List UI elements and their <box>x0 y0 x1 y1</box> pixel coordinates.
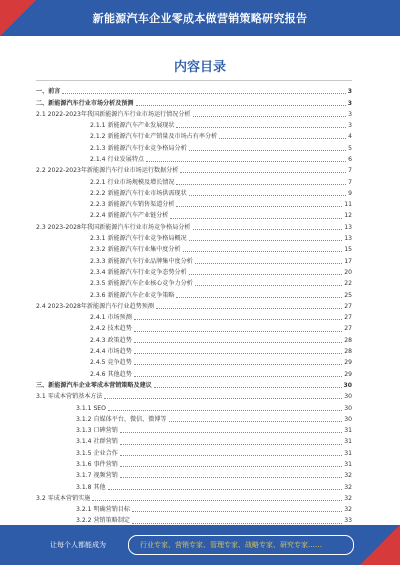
toc-entry-label: 3.1.3 口碑营销 <box>76 427 118 435</box>
toc-entry-page: 25 <box>344 291 352 299</box>
toc-entry-label: 2.1.2 新能源汽车行业产销量及市场占有率分析 <box>90 133 218 141</box>
toc-entry-label: 2.4.4 市场趋势 <box>90 348 132 356</box>
toc-entry[interactable] <box>36 163 352 174</box>
toc-leader-dots <box>154 386 342 388</box>
toc-entry-label: 2.2.1 行业市场规模及增长情况 <box>90 178 175 186</box>
toc-entry[interactable] <box>36 140 352 151</box>
toc-entry[interactable] <box>36 310 352 321</box>
toc-entry-page: 4 <box>348 133 352 141</box>
toc-entry-page: 30 <box>344 404 352 412</box>
toc-leader-dots <box>176 205 342 207</box>
toc-entry[interactable] <box>36 287 352 298</box>
toc-entry-page: 20 <box>344 268 352 276</box>
toc-leader-dots <box>134 318 342 320</box>
page-header <box>0 0 400 36</box>
toc-leader-dots <box>92 499 342 501</box>
toc-entry-page: 17 <box>344 257 352 265</box>
toc-entry-page: 31 <box>344 427 352 435</box>
toc-entry-label: 2.3 2023-2028年我国新能源汽车行业市场竞争格局分析 <box>36 223 191 231</box>
toc-entry-label: 3.1.5 企业合作 <box>76 449 118 457</box>
toc-entry[interactable] <box>36 84 352 95</box>
toc-entry[interactable] <box>36 129 352 140</box>
toc-entry[interactable] <box>36 355 352 366</box>
toc-entry-label: 3.2.1 明确营销目标 <box>76 506 131 514</box>
toc-entry-page: 6 <box>348 155 352 163</box>
toc-entry-page: 28 <box>344 336 352 344</box>
toc-entry[interactable] <box>36 400 352 411</box>
toc-entry-page: 31 <box>344 449 352 457</box>
toc-entry[interactable] <box>36 333 352 344</box>
toc-entry-page: 13 <box>344 235 352 243</box>
toc-entry-page: 28 <box>344 348 352 356</box>
toc-leader-dots <box>104 397 342 399</box>
toc-entry[interactable] <box>36 231 352 242</box>
toc-entry[interactable] <box>36 378 352 389</box>
toc-entry-page: 31 <box>344 461 352 468</box>
toc-entry-page: 7 <box>348 178 352 186</box>
toc-entry-page: 27 <box>344 302 352 310</box>
toc-entry[interactable] <box>36 457 352 468</box>
toc-leader-dots <box>134 341 342 343</box>
toc-entry[interactable] <box>36 242 352 253</box>
toc-entry-label: 3.1.7 视频营销 <box>76 472 118 480</box>
toc-leader-dots <box>189 194 346 196</box>
toc-entry-label: 2.1.3 新能源汽车行业竞争格局分析 <box>90 144 187 152</box>
toc-leader-dots <box>132 522 342 524</box>
toc-entry-label: 2.1.1 新能源汽车产业发展现状 <box>90 122 175 130</box>
toc-entry-page: 11 <box>344 201 352 209</box>
toc-entry[interactable] <box>36 208 352 219</box>
toc-entry-label: 3.1 零成本营销基本方法 <box>36 393 103 401</box>
toc-entry-page: 27 <box>344 325 352 333</box>
toc-title: 内容目录 <box>173 60 226 75</box>
toc-entry-page: 32 <box>344 506 352 514</box>
toc-entry-label: 2.2.2 新能源汽车行业市场供需现状 <box>90 189 187 197</box>
toc-entry-label: 3.2 零成本营销实施 <box>36 494 91 502</box>
toc-entry-label: 2.3.5 新能源汽车企业核心竞争力分析 <box>90 280 193 288</box>
toc-entry-label: 2.3.1 新能源汽车行业竞争格局概况 <box>90 235 187 243</box>
toc-leader-dots <box>195 262 342 264</box>
toc-entry[interactable] <box>36 513 352 524</box>
toc-entry-page: 32 <box>344 483 352 491</box>
toc-entry[interactable] <box>36 366 352 377</box>
toc-entry-label: 2.4.5 竞争趋势 <box>90 359 132 367</box>
toc-leader-dots <box>120 454 342 456</box>
toc-leader-dots <box>108 409 342 411</box>
footer-slogan-right: 行业专家、营销专家、管理专家、战略专家、研究专家…… <box>140 541 322 549</box>
toc-leader-dots <box>219 137 346 139</box>
toc-entry-page: 3 <box>348 110 352 118</box>
toc-entry[interactable] <box>36 446 352 457</box>
toc-entry-label: 3.1.4 社群营销 <box>76 438 118 446</box>
toc-leader-dots <box>189 149 346 151</box>
toc-leader-dots <box>189 239 343 241</box>
toc-entry-label: 三、新能源汽车企业零成本营销策略及建议 <box>36 381 152 389</box>
toc-leader-dots <box>120 431 342 433</box>
toc-entry-page: 13 <box>344 223 352 231</box>
toc-entry-label: 3.2.2 营销策略制定 <box>76 517 131 525</box>
toc-entry[interactable] <box>36 186 352 197</box>
toc-leader-dots <box>169 420 343 422</box>
toc-entry[interactable] <box>36 491 352 502</box>
toc-entry[interactable] <box>36 468 352 479</box>
toc-leader-dots <box>193 115 347 117</box>
toc-divider <box>36 80 352 81</box>
toc-leader-dots <box>108 488 343 490</box>
toc-entry[interactable] <box>36 174 352 185</box>
toc-entry[interactable] <box>36 253 352 264</box>
toc-leader-dots <box>176 296 342 298</box>
toc-entry-page: 32 <box>344 472 352 480</box>
toc-entry[interactable] <box>36 344 352 355</box>
toc-leader-dots <box>170 217 342 219</box>
toc-entry-page: 29 <box>344 359 352 367</box>
toc-entry-label: 3.1.8 其他 <box>76 483 106 491</box>
toc-entry-label: 2.3.4 新能源汽车行业竞争态势分析 <box>90 268 187 276</box>
toc-entry-label: 3.1.2 自媒体平台、微信、微博等 <box>76 415 167 423</box>
toc-entry-page: 15 <box>344 246 352 254</box>
toc-leader-dots <box>189 273 343 275</box>
toc-leader-dots <box>120 476 342 478</box>
toc-entry-page: 30 <box>344 415 352 423</box>
toc-entry[interactable] <box>36 276 352 287</box>
toc-leader-dots <box>120 443 342 445</box>
toc-entry[interactable] <box>36 220 352 231</box>
toc-entry-page: 9 <box>348 189 352 197</box>
toc-entry-label: 2.4.3 政策趋势 <box>90 336 132 344</box>
toc-entry-label: 一、前言 <box>36 88 61 96</box>
toc-entry[interactable] <box>36 95 352 106</box>
toc-entry-page: 27 <box>344 314 352 322</box>
toc-leader-dots <box>156 307 342 309</box>
toc-entry-label: 2.4 2023-2028年新能源汽车行业趋势预测 <box>36 302 154 310</box>
toc-entry-page: 22 <box>344 280 352 288</box>
toc-entry-page: 31 <box>344 438 352 446</box>
toc-entry[interactable] <box>36 107 352 118</box>
toc-entry-page: 12 <box>344 212 352 220</box>
toc-entry-page: 5 <box>348 144 352 152</box>
toc-entry[interactable] <box>36 423 352 434</box>
toc-entry[interactable] <box>36 502 352 513</box>
toc-leader-dots <box>176 126 346 128</box>
toc-entry-page: 33 <box>344 517 352 525</box>
toc-entry[interactable] <box>36 265 352 276</box>
toc-entry-label: 2.1 2022-2023年我国新能源汽车行业市场运行情况分析 <box>36 110 191 118</box>
toc-entry-page: 3 <box>347 88 352 96</box>
toc-entry-label: 2.2.3 新能源汽车销售渠道分析 <box>90 201 175 209</box>
toc-entry-page: 32 <box>344 494 352 502</box>
toc-entry-label: 2.2 2022-2023年新能源汽车行业市场运行数据分析 <box>36 167 179 175</box>
toc-leader-dots <box>195 284 342 286</box>
toc-entry-label: 2.3.2 新能源汽车行业集中度分析 <box>90 246 181 254</box>
toc-entry[interactable] <box>36 389 352 400</box>
toc-entry[interactable] <box>36 299 352 310</box>
toc-entry-page: 3 <box>347 99 352 107</box>
toc-leader-dots <box>134 352 342 354</box>
toc-entry-page: 30 <box>343 381 352 389</box>
toc-entry[interactable] <box>36 434 352 445</box>
toc-leader-dots <box>180 171 346 173</box>
toc-entry-label: 2.4.1 市场预测 <box>90 314 132 322</box>
toc-entry-label: 2.4.6 其他趋势 <box>90 370 132 378</box>
toc-entry-page: 3 <box>348 122 352 130</box>
table-of-contents <box>36 84 352 536</box>
toc-leader-dots <box>134 375 342 377</box>
toc-entry-page: 30 <box>344 393 352 401</box>
toc-leader-dots <box>134 363 342 365</box>
toc-entry[interactable] <box>36 118 352 129</box>
toc-entry-label: 2.3.3 新能源汽车行业品牌集中度分析 <box>90 257 193 265</box>
report-title: 新能源汽车企业零成本做营销策略研究报告 <box>92 12 308 25</box>
page-footer <box>0 525 400 565</box>
toc-entry[interactable] <box>36 152 352 163</box>
toc-leader-dots <box>183 250 343 252</box>
toc-leader-dots <box>136 104 346 106</box>
toc-entry[interactable] <box>36 412 352 423</box>
toc-entry-label: 3.1.1 SEO <box>76 404 106 412</box>
toc-leader-dots <box>176 183 346 185</box>
toc-entry-label: 2.4.2 技术趋势 <box>90 325 132 333</box>
toc-entry[interactable] <box>36 321 352 332</box>
toc-entry-label: 2.1.4 行业发展特点 <box>90 155 145 163</box>
footer-slogan-left: 让每个人都能成为 <box>50 541 106 549</box>
toc-entry-label: 2.3.6 新能源汽车企业竞争策略 <box>90 291 175 299</box>
toc-entry-label: 3.1.6 事件营销 <box>76 461 118 468</box>
toc-leader-dots <box>132 510 342 512</box>
toc-entry-page: 29 <box>344 370 352 378</box>
toc-leader-dots <box>62 92 345 94</box>
footer-accent-triangle <box>360 525 400 565</box>
toc-entry-label: 2.2.4 新能源汽车产业链分析 <box>90 212 169 220</box>
toc-leader-dots <box>134 330 342 332</box>
toc-entry[interactable] <box>36 479 352 490</box>
toc-entry-label: 二、新能源汽车行业市场分析及预测 <box>36 99 134 107</box>
toc-entry-page: 7 <box>348 167 352 175</box>
toc-leader-dots <box>193 228 343 230</box>
toc-entry[interactable] <box>36 197 352 208</box>
toc-leader-dots <box>120 465 342 467</box>
toc-leader-dots <box>146 160 346 162</box>
